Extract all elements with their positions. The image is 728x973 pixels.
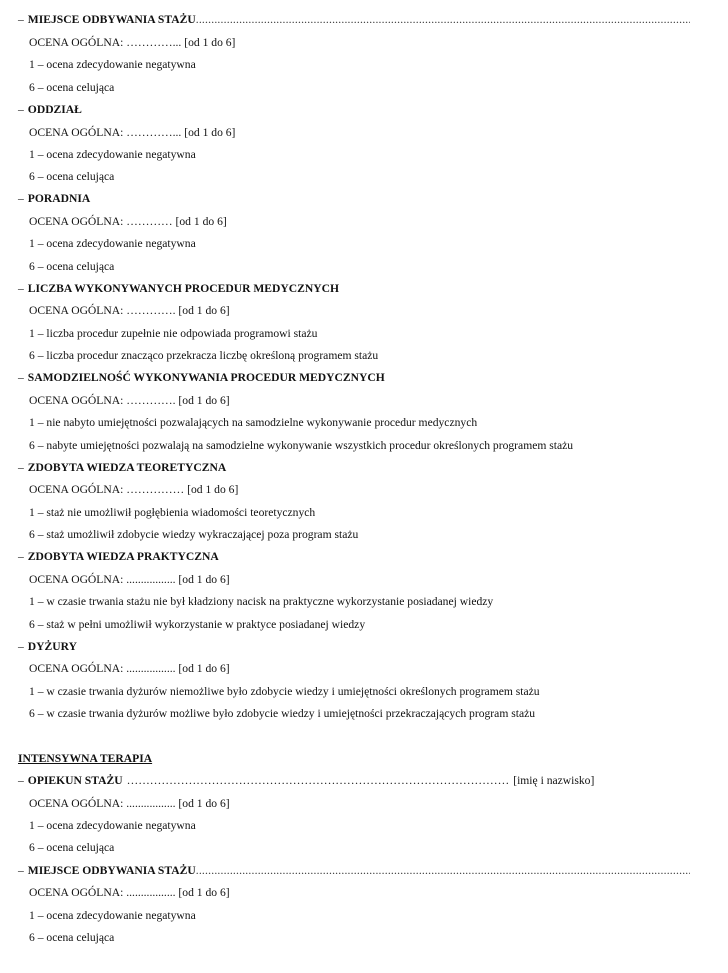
section-heading: INTENSYWNA TERAPIA	[18, 752, 153, 765]
grade-6-description: 6 – staż w pełni umożliwił wykorzystanie w praktyce posiadanej wiedzy	[29, 618, 366, 631]
criterion-heading	[18, 369, 690, 387]
grade-6-description: 6 – ocena celująca	[29, 841, 115, 854]
criterion-title: MIEJSCE ODBYWANIA STAŻU	[27, 864, 196, 877]
grade-1-description: 1 – ocena zdecydowanie negatywna	[29, 58, 196, 71]
grade-6-description: 6 – ocena celująca	[29, 260, 115, 273]
grade-1-description: 1 – ocena zdecydowanie negatywna	[29, 819, 196, 832]
dash: –	[18, 550, 24, 563]
dash: –	[18, 13, 24, 26]
criterion-heading	[18, 772, 702, 790]
dash: –	[18, 192, 24, 205]
criterion-heading	[18, 280, 690, 298]
grade-1-description: 1 – liczba procedur zupełnie nie odpowiada programowi stażu	[29, 327, 318, 340]
grade-6-description: 6 – ocena celująca	[29, 170, 115, 183]
overall-grade: OCENA OGÓLNA: ................. [od 1 do 6]	[29, 886, 230, 899]
grade-1-description: 1 – nie nabyto umiejętności pozwalających na samodzielne wykonywanie procedur medycznych	[29, 416, 478, 429]
dotted-fill-field[interactable]	[196, 862, 690, 880]
criterion-title: OPIEKUN STAŻU	[27, 774, 123, 787]
grade-6-description: 6 – ocena celująca	[29, 81, 115, 94]
overall-grade: OCENA OGÓLNA: …………. [od 1 do 6]	[29, 394, 230, 407]
criterion-title: MIEJSCE ODBYWANIA STAŻU	[27, 13, 196, 26]
grade-1-description: 1 – ocena zdecydowanie negatywna	[29, 148, 196, 161]
dash: –	[18, 461, 24, 474]
grade-1-description: 1 – w czasie trwania stażu nie był kładziony nacisk na praktyczne wykorzystanie posiadanej wiedzy	[29, 595, 494, 608]
overall-grade: OCENA OGÓLNA: …………. [od 1 do 6]	[29, 304, 230, 317]
overall-grade: OCENA OGÓLNA: …………… [od 1 do 6]	[29, 483, 239, 496]
grade-6-description: 6 – staż umożliwił zdobycie wiedzy wykraczającej poza program stażu	[29, 528, 359, 541]
grade-6-description: 6 – ocena celująca	[29, 931, 115, 944]
grade-6-description: 6 – liczba procedur znacząco przekracza liczbę określoną programem stażu	[29, 349, 379, 362]
dash: –	[18, 103, 24, 116]
criterion-heading	[18, 459, 690, 477]
criterion-heading	[18, 862, 690, 880]
criterion-heading	[18, 190, 690, 208]
dash: –	[18, 371, 24, 384]
overall-grade: OCENA OGÓLNA: ………… [od 1 do 6]	[29, 215, 227, 228]
dash: –	[18, 640, 24, 653]
dash: –	[18, 864, 24, 877]
criterion-heading	[18, 101, 690, 119]
criterion-title: LICZBA WYKONYWANYCH PROCEDUR MEDYCZNYCH	[27, 282, 340, 295]
grade-6-description: 6 – nabyte umiejętności pozwalają na samodzielne wykonywanie wszystkich procedur określonych programem stażu	[29, 439, 574, 452]
grade-1-description: 1 – w czasie trwania dyżurów niemożliwe było zdobycie wiedzy i umiejętności określonych programem stażu	[29, 685, 540, 698]
grade-1-description: 1 – staż nie umożliwił pogłębienia wiadomości teoretycznych	[29, 506, 316, 519]
criterion-title: SAMODZIELNOŚĆ WYKONYWANIA PROCEDUR MEDYCZNYCH	[27, 371, 385, 384]
grade-1-description: 1 – ocena zdecydowanie negatywna	[29, 909, 196, 922]
criterion-title: ODDZIAŁ	[27, 103, 82, 116]
criterion-title: ZDOBYTA WIEDZA PRAKTYCZNA	[27, 550, 219, 563]
grade-1-description: 1 – ocena zdecydowanie negatywna	[29, 237, 196, 250]
criterion-heading	[18, 548, 690, 566]
criterion-heading	[18, 638, 690, 656]
overall-grade: OCENA OGÓLNA: …………... [od 1 do 6]	[29, 126, 236, 139]
criterion-title: DYŻURY	[27, 640, 77, 653]
grade-6-description: 6 – w czasie trwania dyżurów możliwe było zdobycie wiedzy i umiejętności przekraczających program stażu	[29, 707, 536, 720]
dotted-fill-field[interactable]	[196, 11, 690, 29]
overall-grade: OCENA OGÓLNA: ................. [od 1 do 6]	[29, 573, 230, 586]
criterion-heading	[18, 11, 690, 29]
name-hint: [imię i nazwisko]	[513, 774, 595, 787]
criterion-title: PORADNIA	[27, 192, 91, 205]
supervisor-name-field[interactable]: ………………………………………………………………………………………	[126, 774, 510, 787]
overall-grade: OCENA OGÓLNA: ................. [od 1 do 6]	[29, 662, 230, 675]
overall-grade: OCENA OGÓLNA: …………... [od 1 do 6]	[29, 36, 236, 49]
criterion-title: ZDOBYTA WIEDZA TEORETYCZNA	[27, 461, 227, 474]
dash: –	[18, 774, 24, 787]
dash: –	[18, 282, 24, 295]
overall-grade: OCENA OGÓLNA: ................. [od 1 do 6]	[29, 797, 230, 810]
